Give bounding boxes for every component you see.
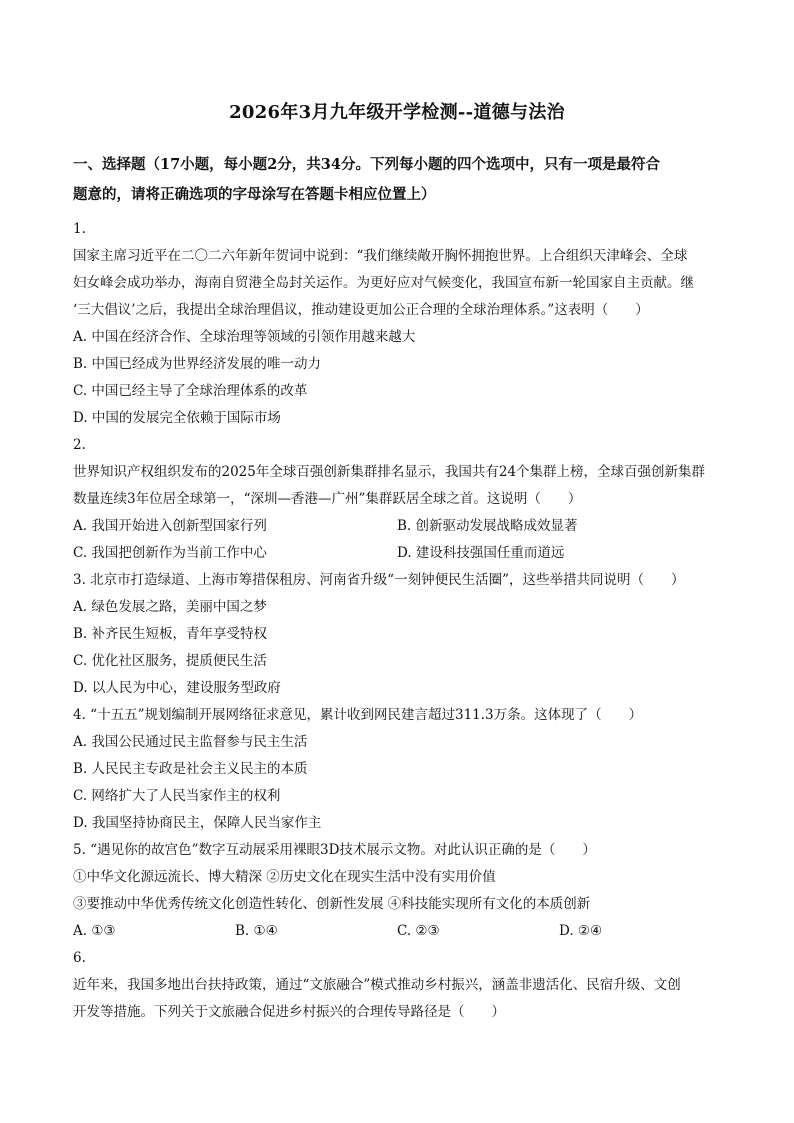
q1-number: 1.	[73, 221, 86, 237]
q2-option-c: C. 我国把创新作为当前工作中心	[73, 545, 267, 561]
section-heading-line-1: 一、选择题（17小题，每小题2分，共34分。下列每小题的四个选项中，只有一项是最符合	[73, 156, 660, 173]
section-heading	[73, 150, 723, 210]
q2-number: 2.	[73, 437, 86, 453]
q6-number: 6.	[73, 950, 86, 966]
q2-option-d: D. 建设科技强国任重而道远	[397, 545, 565, 561]
q4-option-a: A. 我国公民通过民主监督参与民主生活	[73, 734, 308, 750]
section-heading-line-2: 题意的，请将正确选项的字母涂写在答题卡相应位置上）	[73, 186, 436, 203]
page-title: 2026年3月九年级开学检测--道德与法治	[229, 102, 565, 123]
q1-stem-line-3: ‘三大倡议’之后，我提出全球治理倡议，推动建设更加公正合理的全球治理体系。”这表明（ ）	[73, 302, 649, 318]
q1-option-d: D. 中国的发展完全依赖于国际市场	[73, 410, 281, 426]
q1-stem-line-2: 妇女峰会成功举办，海南自贸港全岛封关运作。为更好应对气候变化，我国宣布新一轮国家自主贡献。继	[73, 275, 694, 291]
q5-stem: 5. “遇见你的故宫色”数字互动展采用裸眼3D技术展示文物。对此认识正确的是（ ）	[73, 842, 596, 858]
q4-option-d: D. 我国坚持协商民主，保障人民当家作主	[73, 815, 322, 831]
q4-option-b: B. 人民民主专政是社会主义民主的本质	[73, 761, 308, 777]
q5-option-a: A. ①③	[73, 923, 116, 939]
q4-option-c: C. 网络扩大了人民当家作主的权利	[73, 788, 281, 804]
q2-stem-line-1: 世界知识产权组织发布的2025年全球百强创新集群排名显示，我国共有24个集群上榜，全球百强创新集群	[73, 464, 706, 480]
q6-stem-line-1: 近年来，我国多地出台扶持政策，通过“文旅融合”模式推动乡村振兴，涵盖非遗活化、民宿升级、文创	[73, 977, 681, 993]
q2-stem-line-2: 数量连续3年位居全球第一，“深圳—香港—广州”集群跃居全球之首。这说明（ ）	[73, 491, 582, 507]
q5-option-b: B. ①④	[235, 923, 278, 939]
q1-option-a: A. 中国在经济合作、全球治理等领域的引领作用越来越大	[73, 329, 416, 345]
q2-option-b: B. 创新驱动发展战略成效显著	[397, 518, 578, 534]
q1-option-b: B. 中国已经成为世界经济发展的唯一动力	[73, 356, 322, 372]
q5-option-d: D. ②④	[559, 923, 603, 939]
q1-option-c: C. 中国已经主导了全球治理体系的改革	[73, 383, 308, 399]
q1-stem-line-1: 国家主席习近平在二〇二六年新年贺词中说到：“我们继续敞开胸怀拥抱世界。上合组织天津峰会、全球	[73, 248, 688, 264]
q5-statements-line-1: ①中华文化源远流长、博大精深 ②历史文化在现实生活中没有实用价值	[73, 869, 496, 885]
q5-option-c: C. ②③	[397, 923, 440, 939]
q3-stem: 3. 北京市打造绿道、上海市筹措保租房、河南省升级“一刻钟便民生活圈”，这些举措共同说明（ ）	[73, 572, 685, 588]
q3-option-b: B. 补齐民生短板，青年享受特权	[73, 626, 268, 642]
q3-option-c: C. 优化社区服务，提质便民生活	[73, 653, 267, 669]
q6-stem-line-2: 开发等措施。下列关于文旅融合促进乡村振兴的合理传导路径是（ ）	[73, 1004, 505, 1020]
q3-option-d: D. 以人民为中心，建设服务型政府	[73, 680, 281, 696]
q2-option-a: A. 我国开始进入创新型国家行列	[73, 518, 267, 534]
q3-option-a: A. 绿色发展之路，美丽中国之梦	[73, 599, 267, 615]
q5-statements-line-2: ③要推动中华优秀传统文化创造性转化、创新性发展 ④科技能实现所有文化的本质创新	[73, 896, 591, 912]
q4-stem: 4. “十五五”规划编制开展网络征求意见，累计收到网民建言超过311.3万条。这体现了（ ）	[73, 707, 643, 723]
